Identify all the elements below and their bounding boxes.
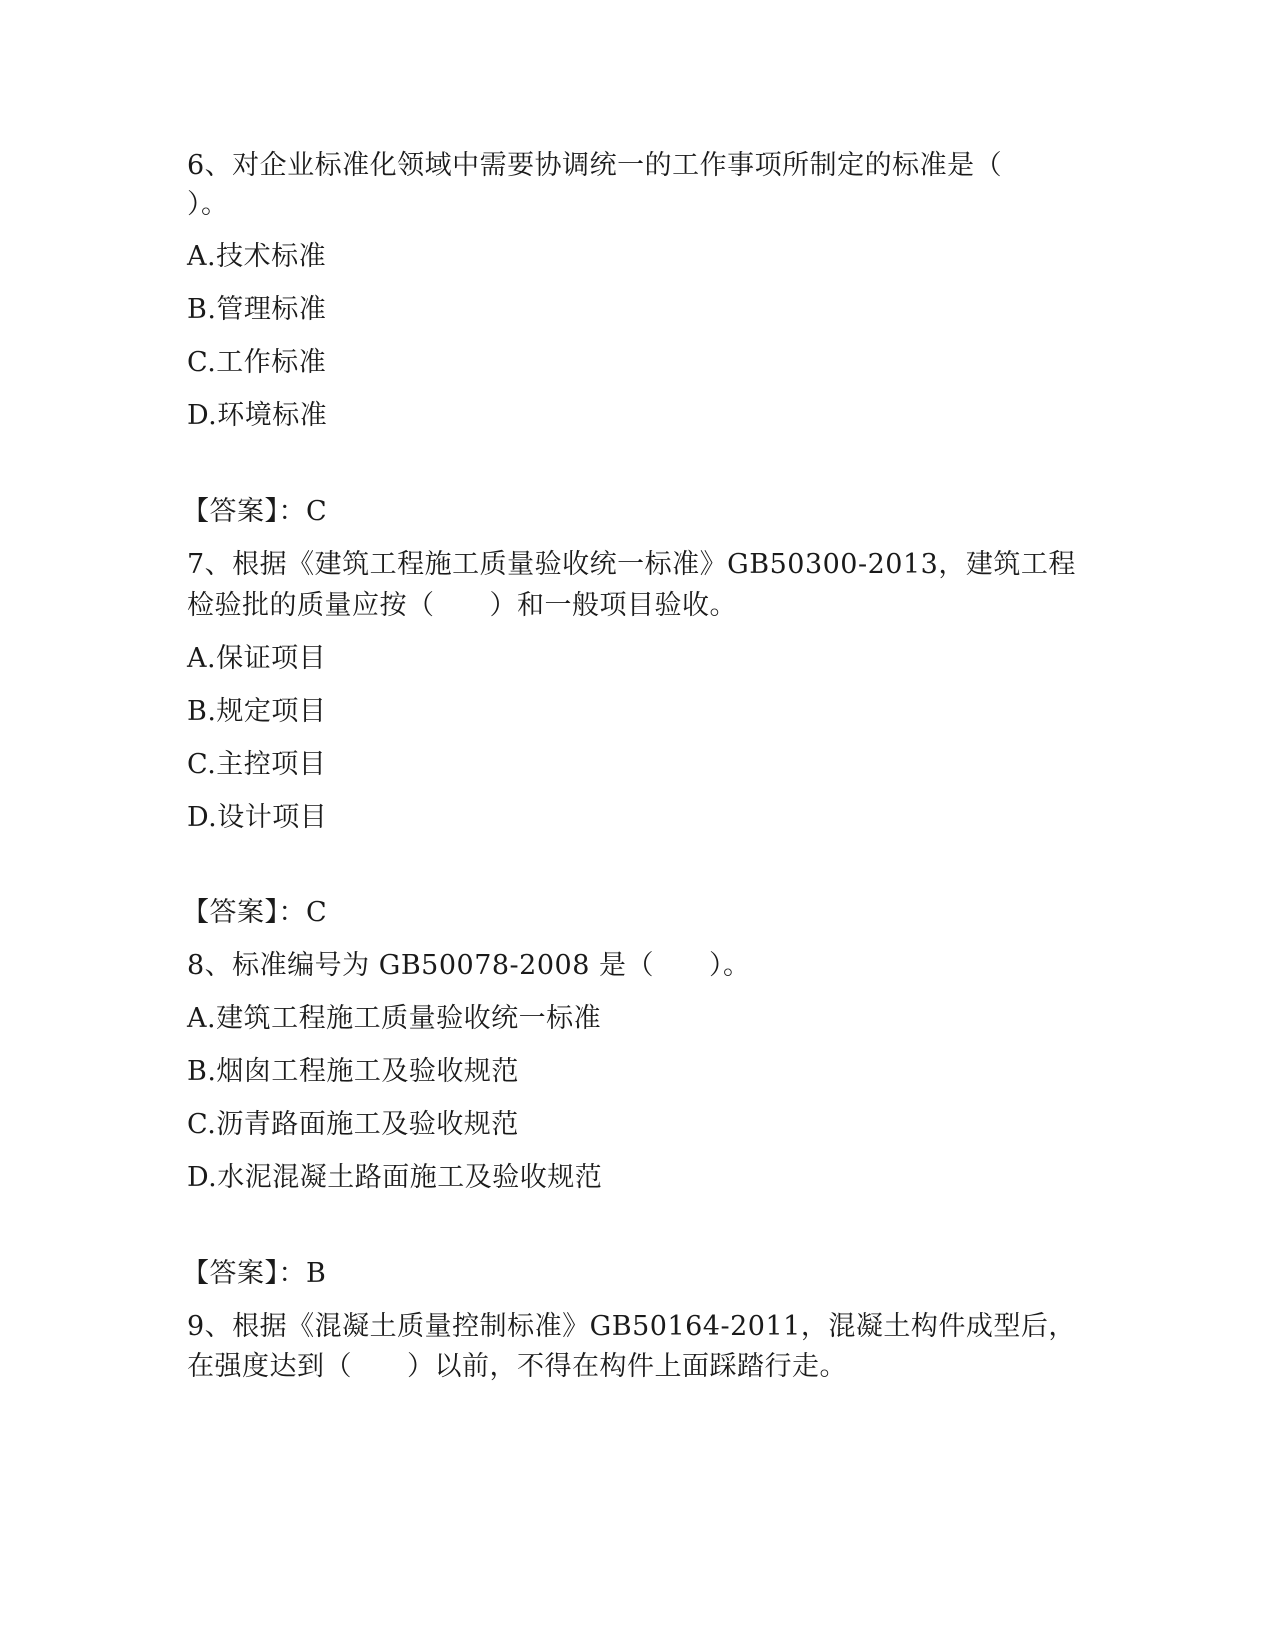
- question-8-option-b: B.烟囱工程施工及验收规范: [187, 1056, 519, 1087]
- question-8-stem-line-1: 8、标准编号为 GB50078-2008 是（ ）。: [187, 950, 751, 981]
- question-6-answer: 【答案】：C: [182, 496, 328, 527]
- question-6-option-a: A.技术标准: [187, 241, 327, 272]
- question-6-option-d: D.环境标准: [187, 400, 328, 431]
- question-6-option-c: C.工作标准: [187, 347, 327, 378]
- question-9-stem-line-2: 在强度达到（ ）以前，不得在构件上面踩踏行走。: [187, 1351, 847, 1382]
- question-7-answer: 【答案】：C: [182, 897, 328, 928]
- question-7-option-a: A.保证项目: [187, 643, 327, 674]
- question-7-option-c: C.主控项目: [187, 749, 327, 780]
- question-8-option-a: A.建筑工程施工质量验收统一标准: [187, 1003, 602, 1034]
- question-9-stem-line-1: 9、根据《混凝土质量控制标准》GB50164-2011，混凝土构件成型后，: [187, 1311, 1076, 1342]
- question-8-answer: 【答案】：B: [182, 1258, 327, 1289]
- question-8-option-c: C.沥青路面施工及验收规范: [187, 1109, 519, 1140]
- question-7-option-d: D.设计项目: [187, 802, 328, 833]
- question-6-option-b: B.管理标准: [187, 294, 327, 325]
- question-7-stem-line-2: 检验批的质量应按（ ）和一般项目验收。: [187, 590, 737, 621]
- question-6-stem-line-2: ）。: [187, 189, 229, 220]
- question-7-option-b: B.规定项目: [187, 696, 327, 727]
- question-6-stem-line-1: 6、对企业标准化领域中需要协调统一的工作事项所制定的标准是（: [187, 150, 1003, 181]
- question-8-option-d: D.水泥混凝土路面施工及验收规范: [187, 1162, 603, 1193]
- question-7-stem-line-1: 7、根据《建筑工程施工质量验收统一标准》GB50300-2013，建筑工程: [187, 549, 1076, 580]
